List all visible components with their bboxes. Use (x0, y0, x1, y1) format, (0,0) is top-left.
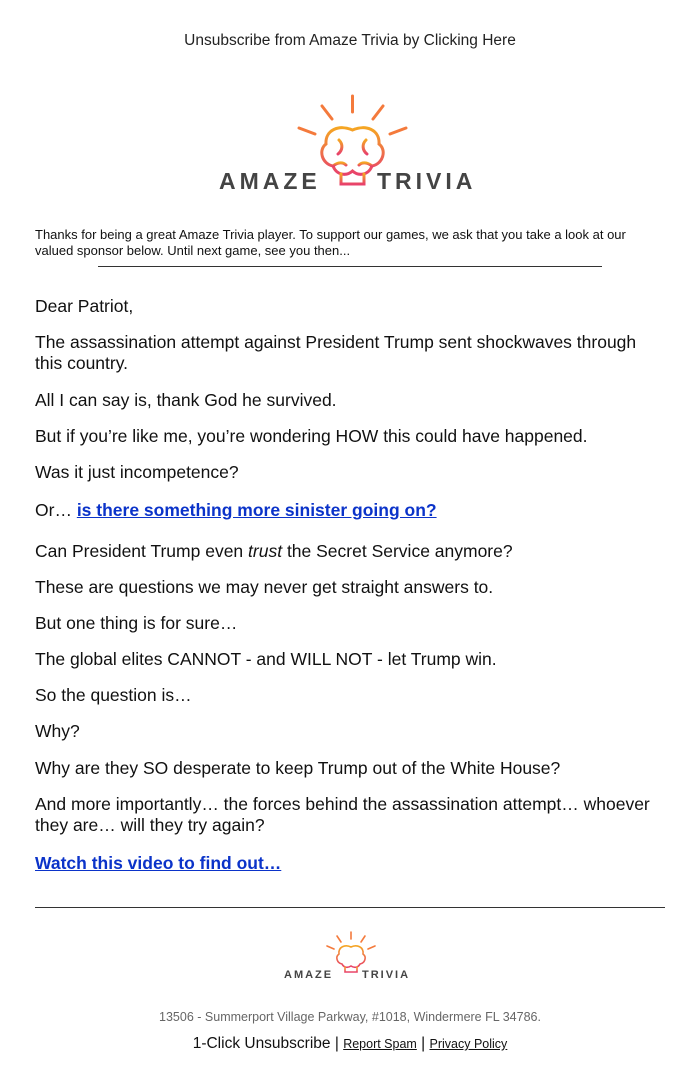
logo-word-left: AMAZE (284, 969, 334, 981)
paragraph: Why are they SO desperate to keep Trump out of the White House? (35, 758, 561, 778)
paragraph: The assassination attempt against President Trump sent shockwaves through this country. (35, 332, 637, 373)
sinister-link[interactable]: is there something more sinister going on? (76, 500, 437, 520)
watch-video-link[interactable]: Watch this video to find out… (35, 853, 282, 873)
paragraph: Was it just incompetence? (35, 462, 239, 482)
logo-word-right: TRIVIA (362, 969, 411, 981)
paragraph: And more importantly… the forces behind the assassination attempt… whoever they are… will they try again? (35, 794, 650, 835)
separator: | (334, 1035, 339, 1052)
amaze-trivia-logo (215, 92, 490, 207)
unsubscribe-link[interactable]: Unsubscribe from Amaze Trivia by Clicking Here (184, 32, 516, 49)
emphasis-text: trust (248, 541, 283, 561)
paragraph: Why? (35, 721, 80, 741)
mailing-address: 13506 - Summerport Village Parkway, #1018, Windermere FL 34786. (159, 1010, 541, 1024)
paragraph: The global elites CANNOT - and WILL NOT - let Trump win. (35, 649, 497, 669)
one-click-unsubscribe-link[interactable]: 1-Click Unsubscribe (192, 1035, 331, 1052)
paragraph-text: the Secret Service anymore? (282, 541, 513, 561)
footer-divider (35, 907, 665, 908)
light-rays (299, 96, 406, 134)
amaze-trivia-footer-logo (282, 930, 420, 988)
paragraph (35, 500, 655, 521)
separator: | (421, 1035, 426, 1052)
paragraph: All I can say is, thank God he survived. (35, 390, 337, 410)
divider (98, 266, 602, 267)
paragraph: These are questions we may never get straight answers to. (35, 577, 494, 597)
paragraph: So the question is… (35, 685, 192, 705)
intro-text: Thanks for being a great Amaze Trivia player. To support our games, we ask that you take a look at our valued sponsor below. Until next game, see you then... (35, 227, 626, 258)
paragraph (35, 541, 655, 562)
footer-links (0, 1035, 700, 1053)
paragraph: But one thing is for sure… (35, 613, 238, 633)
logo-word-left: AMAZE (219, 168, 321, 194)
privacy-policy-link[interactable]: Privacy Policy (429, 1037, 508, 1051)
paragraph-text: Can President Trump even (35, 541, 249, 561)
logo-word-right: TRIVIA (377, 168, 477, 194)
report-spam-link[interactable]: Report Spam (343, 1037, 417, 1051)
paragraph-prefix: Or… (35, 500, 77, 520)
greeting: Dear Patriot, (35, 296, 134, 316)
paragraph: But if you’re like me, you’re wondering HOW this could have happened. (35, 426, 588, 446)
